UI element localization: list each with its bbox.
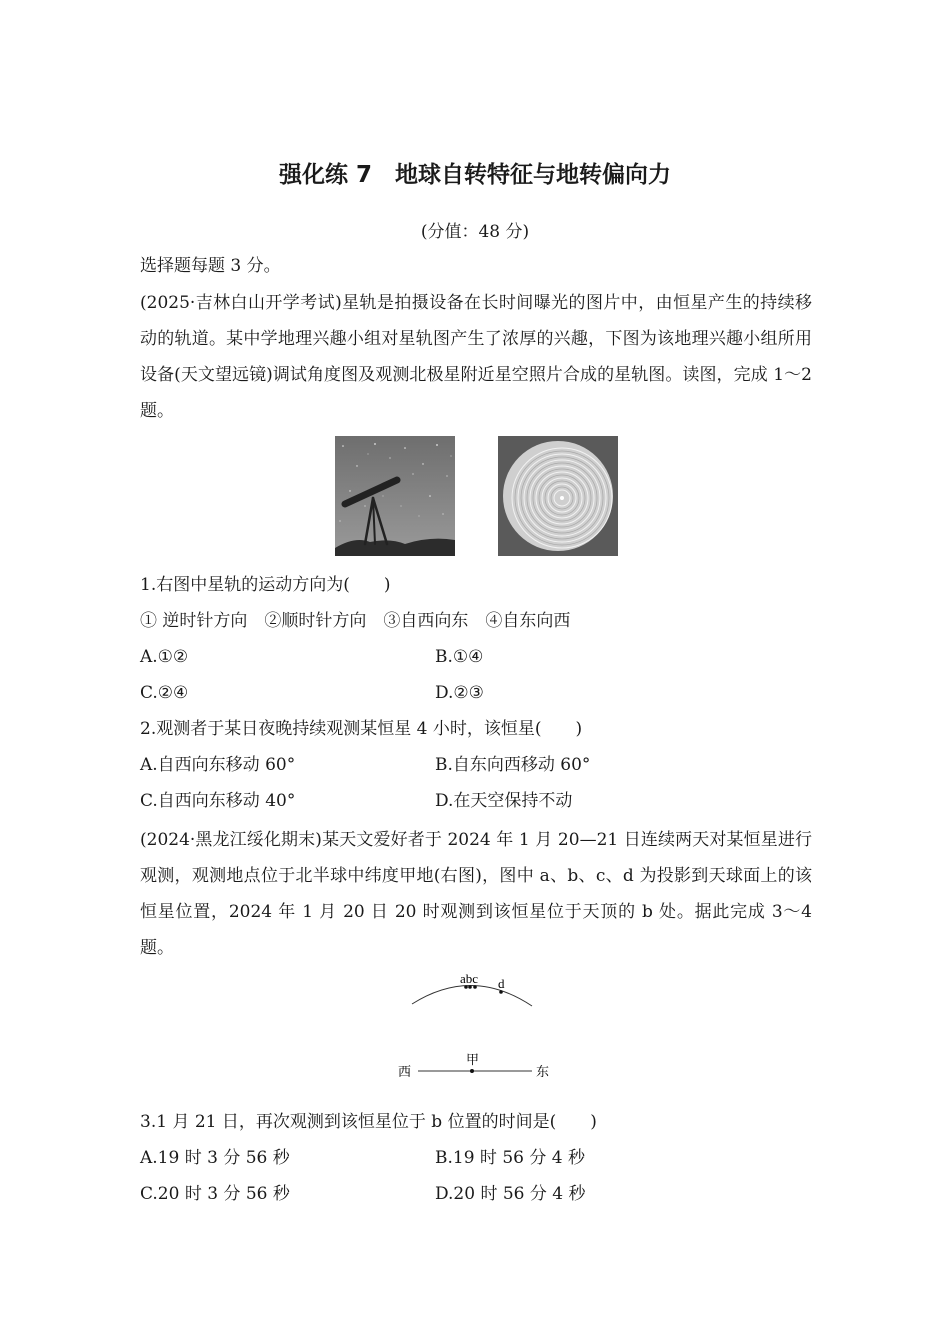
q1-option-d[interactable]: D.②③ (435, 683, 484, 703)
label-east: 东 (536, 1065, 550, 1080)
q2-option-a[interactable]: A.自西向东移动 60° (140, 755, 296, 775)
page-title: 强化练 7 地球自转特征与地转偏向力 (278, 162, 671, 188)
telescope-photo (335, 436, 455, 556)
instruction: 选择题每题 3 分。 (140, 256, 281, 276)
passage-1: (2025·吉林白山开学考试)星轨是拍摄设备在长时间曝光的图片中，由恒星产生的持续移动的轨道。某中学地理兴趣小组对星轨图产生了浓厚的兴趣，下图为该地理兴趣小组所用设备(天文望远镜)调试角度图及观测北极星附近星空照片合成的星轨图。读图，完成 1～2 题。 (140, 293, 812, 421)
q1-option-c[interactable]: C.②④ (140, 683, 189, 703)
q2-option-b[interactable]: B.自东向西移动 60° (435, 755, 591, 775)
celestial-diagram (390, 966, 560, 1086)
q3-stem: 3.1 月 21 日，再次观测到该恒星位于 b 位置的时间是( ) (140, 1112, 597, 1132)
label-jia: 甲 (466, 1053, 480, 1068)
label-abc: abc (460, 971, 479, 986)
star-trail-photo (498, 436, 618, 556)
q3-option-b[interactable]: B.19 时 56 分 4 秒 (435, 1148, 585, 1168)
q2-stem: 2.观测者于某日夜晚持续观测某恒星 4 小时，该恒星( ) (140, 719, 583, 739)
q3-option-d[interactable]: D.20 时 56 分 4 秒 (435, 1184, 586, 1204)
q1-choices: ① 逆时针方向 ②顺时针方向 ③自西向东 ④自东向西 (140, 611, 571, 631)
sky-arc (412, 985, 532, 1006)
q2-option-d[interactable]: D.在天空保持不动 (435, 791, 573, 811)
q1-stem: 1.右图中星轨的运动方向为( ) (140, 575, 391, 595)
q3-option-a[interactable]: A.19 时 3 分 56 秒 (140, 1148, 290, 1168)
passage-2: (2024·黑龙江绥化期末)某天文爱好者于 2024 年 1 月 20—21 日连续两天对某恒星进行观测，观测地点位于北半球中纬度甲地(右图)，图中 a、b、c、d 为投影到天球面上的该恒星位置，2024 年 1 月 20 日 20 时观测到该恒星位于天顶的 b 处。据此完成 3～4 题。 (140, 830, 812, 958)
q3-option-c[interactable]: C.20 时 3 分 56 秒 (140, 1184, 290, 1204)
q1-option-a[interactable]: A.①② (140, 647, 189, 667)
q1-option-b[interactable]: B.①④ (435, 647, 484, 667)
label-west: 西 (398, 1065, 412, 1080)
label-d: d (498, 976, 505, 991)
score-note: (分值：48 分) (420, 222, 530, 242)
q2-option-c[interactable]: C.自西向东移动 40° (140, 791, 296, 811)
point-jia (470, 1069, 474, 1073)
